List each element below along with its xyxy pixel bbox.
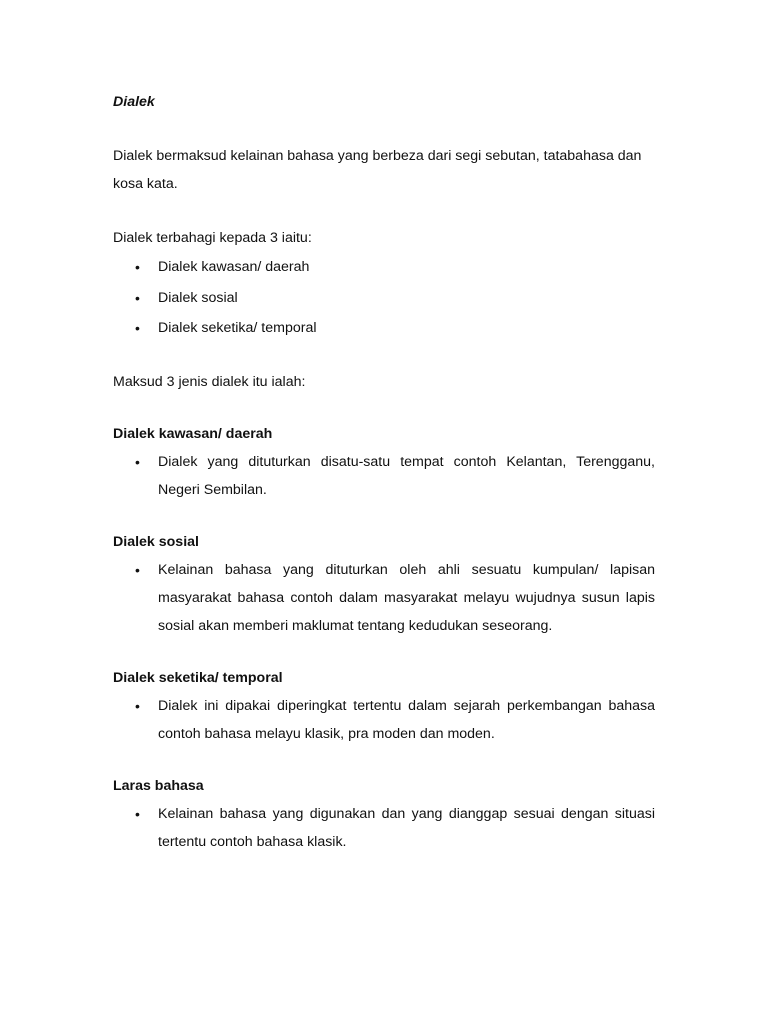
section-heading: Dialek seketika/ temporal [113, 669, 283, 686]
bullet-icon: • [135, 697, 140, 714]
list-item-text: Dialek seketika/ temporal [158, 320, 317, 336]
list-item [113, 556, 655, 640]
meaning-intro: Maksud 3 jenis dialek itu ialah: [113, 373, 306, 390]
section-heading: Dialek sosial [113, 533, 199, 550]
list-item-text: Dialek ini dipakai diperingkat tertentu dalam sejarah perkembangan bahasa contoh bahasa melayu klasik, pra moden dan moden. [158, 697, 655, 742]
section-list [113, 448, 655, 504]
bullet-icon: • [135, 805, 140, 822]
document-page [113, 88, 655, 856]
list-item [113, 692, 655, 748]
bullet-icon: • [135, 561, 140, 578]
list-item-text: Dialek sosial [158, 289, 238, 306]
section-list [113, 556, 655, 640]
section-heading: Laras bahasa [113, 777, 204, 794]
definition-paragraph: Dialek bermaksud kelainan bahasa yang berbeza dari segi sebutan, tatabahasa dan kosa kata. [113, 148, 642, 192]
section-list [113, 692, 655, 748]
list-item [113, 313, 655, 344]
bullet-icon: • [135, 320, 140, 336]
bullet-icon: • [135, 289, 140, 306]
bullet-icon: • [135, 453, 140, 470]
section-heading: Dialek kawasan/ daerah [113, 425, 273, 442]
division-list [113, 252, 655, 344]
list-item-text: Dialek yang dituturkan disatu-satu tempat contoh Kelantan, Terengganu, Negeri Sembilan. [158, 453, 655, 498]
list-item [113, 283, 655, 314]
list-item-text: Dialek kawasan/ daerah [158, 259, 310, 275]
list-item [113, 252, 655, 283]
document-title: Dialek [113, 94, 155, 110]
list-item-text: Kelainan bahasa yang dituturkan oleh ahli sesuatu kumpulan/ lapisan masyarakat bahasa contoh dalam masyarakat melayu wujudnya susun lapis sosial akan memberi maklumat tentang kedudukan seseorang. [158, 561, 655, 634]
section-list [113, 800, 655, 856]
list-item [113, 800, 655, 856]
list-item [113, 448, 655, 504]
division-intro: Dialek terbahagi kepada 3 iaitu: [113, 230, 312, 246]
bullet-icon: • [135, 259, 140, 275]
list-item-text: Kelainan bahasa yang digunakan dan yang dianggap sesuai dengan situasi tertentu contoh bahasa klasik. [158, 805, 655, 850]
